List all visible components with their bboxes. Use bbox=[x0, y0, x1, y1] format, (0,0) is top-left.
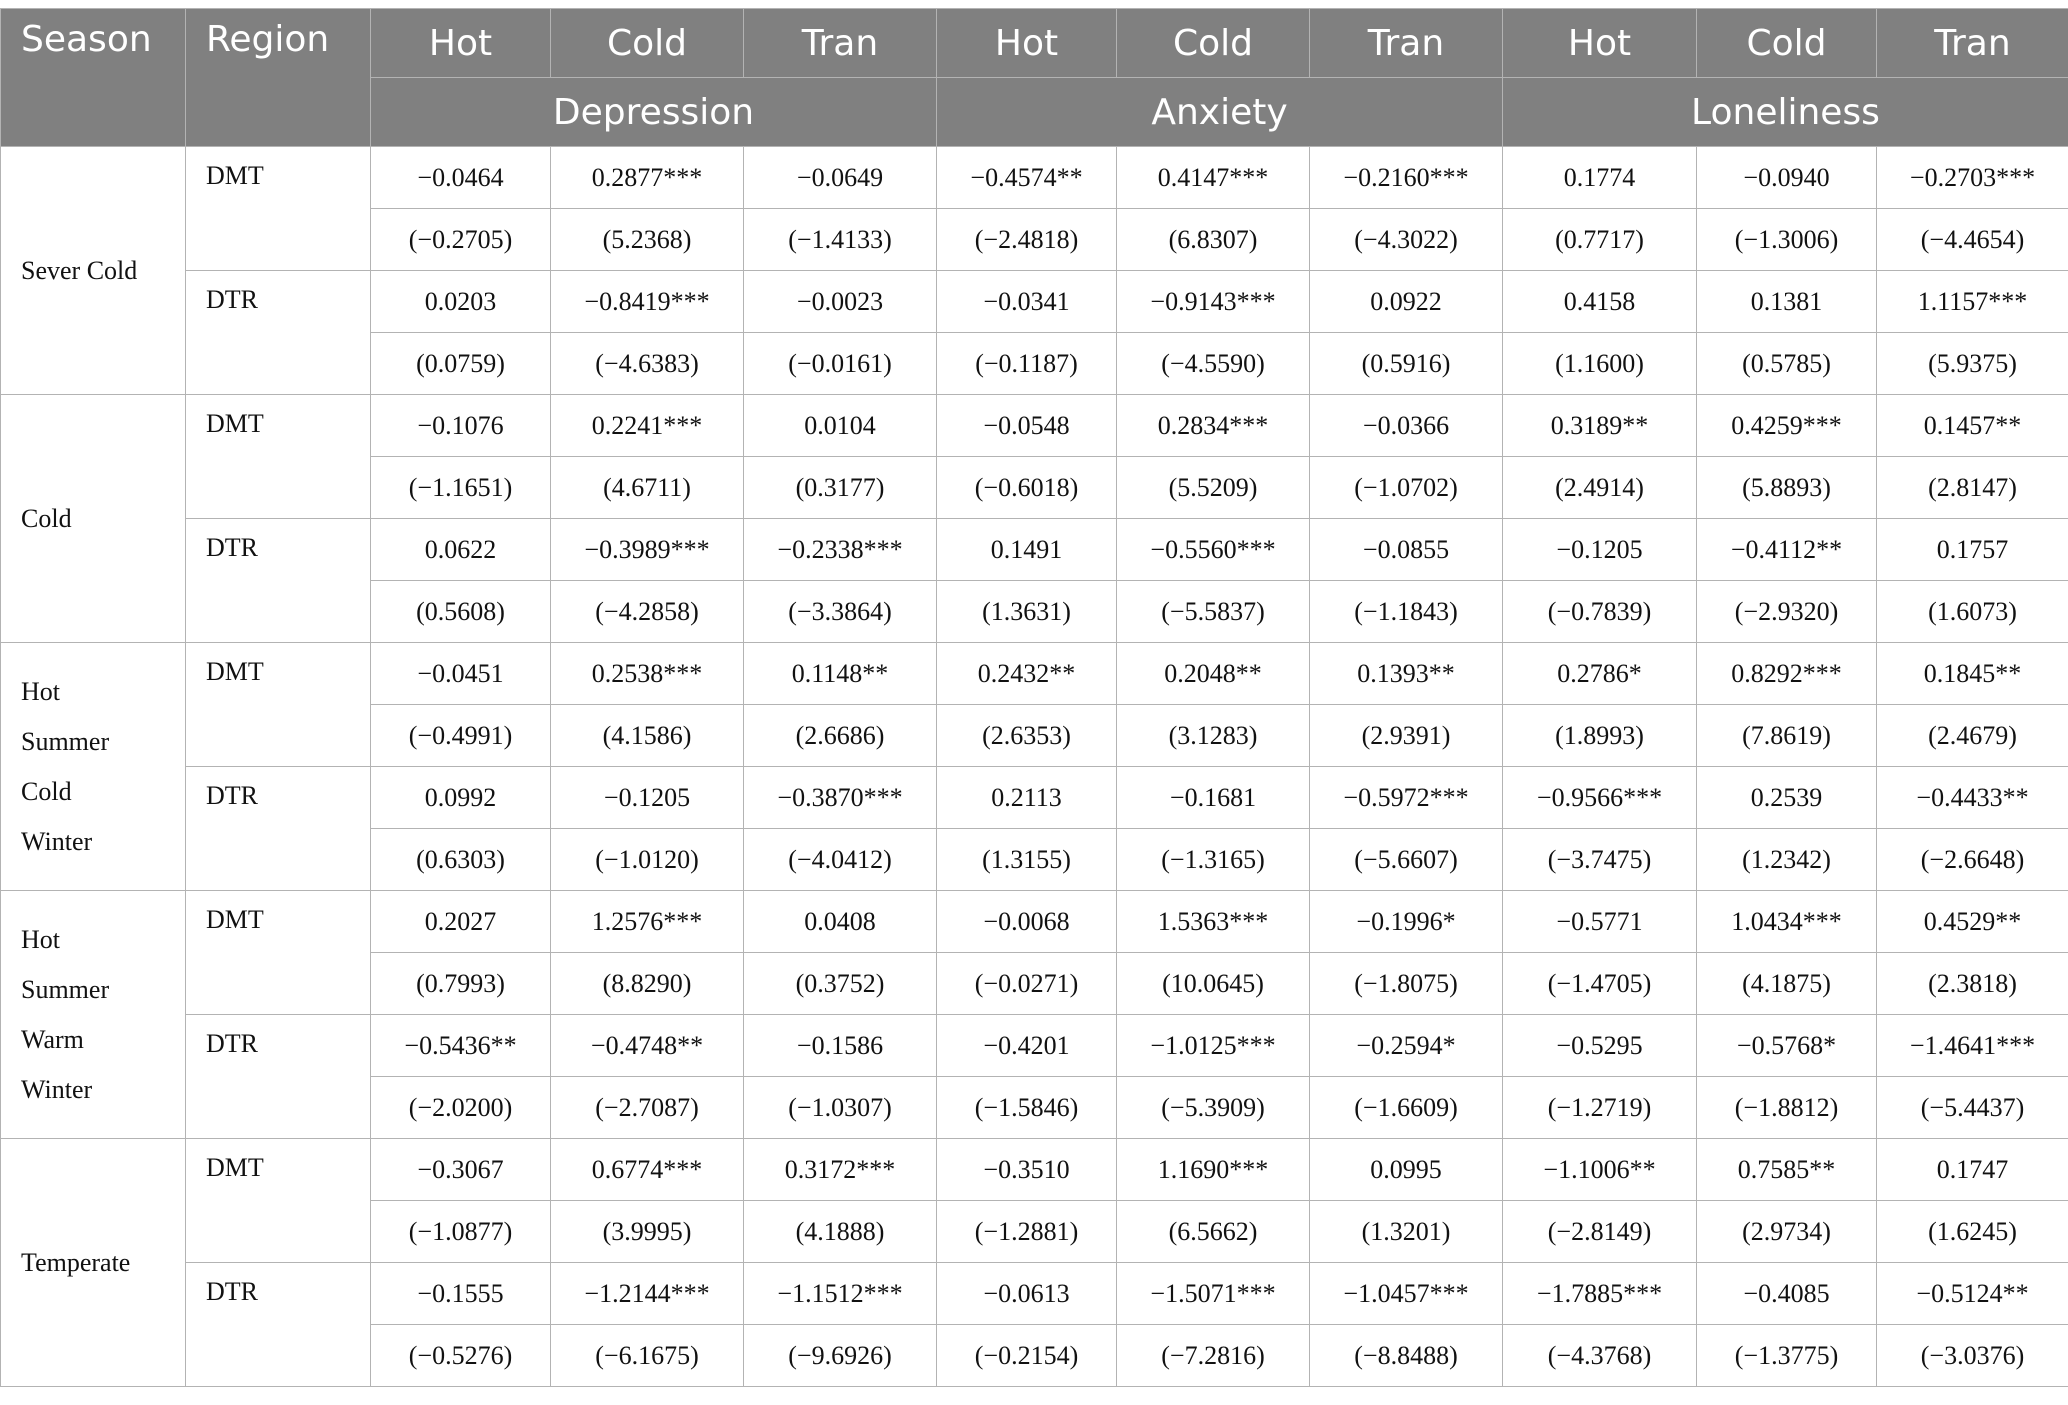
coefficient-cell: 0.1757 bbox=[1877, 519, 2068, 581]
t-statistic-cell: (−2.0200) bbox=[371, 1077, 551, 1139]
season-cell bbox=[1, 643, 186, 891]
season-label: Winter bbox=[21, 826, 93, 856]
coefficient-cell: −1.5071*** bbox=[1117, 1263, 1310, 1325]
t-statistic-cell: (4.6711) bbox=[551, 457, 744, 519]
coefficient-cell: −0.0366 bbox=[1310, 395, 1503, 457]
coefficient-cell: −0.0548 bbox=[937, 395, 1117, 457]
coefficient-cell: −0.0068 bbox=[937, 891, 1117, 953]
table-row bbox=[1, 767, 2068, 829]
table-row bbox=[1, 891, 2068, 953]
season-label: Hot bbox=[21, 924, 60, 954]
coefficient-cell: 0.2834*** bbox=[1117, 395, 1310, 457]
table-row bbox=[1, 147, 2068, 209]
t-statistic-cell: (−3.7475) bbox=[1503, 829, 1697, 891]
coefficient-cell: 0.3172*** bbox=[744, 1139, 937, 1201]
table-row bbox=[1, 1139, 2068, 1201]
t-statistic-cell: (−5.5837) bbox=[1117, 581, 1310, 643]
coefficient-cell: −0.2160*** bbox=[1310, 147, 1503, 209]
coefficient-cell: 0.1774 bbox=[1503, 147, 1697, 209]
coefficient-cell: −0.0613 bbox=[937, 1263, 1117, 1325]
coefficient-cell: −0.0940 bbox=[1697, 147, 1877, 209]
coefficient-cell: −0.4112** bbox=[1697, 519, 1877, 581]
t-statistic-cell: (−1.0120) bbox=[551, 829, 744, 891]
t-statistic-cell: (−1.4705) bbox=[1503, 953, 1697, 1015]
coefficient-cell: 0.2538*** bbox=[551, 643, 744, 705]
coefficient-cell: 0.0203 bbox=[371, 271, 551, 333]
season-label: Hot bbox=[21, 676, 60, 706]
t-statistic-cell: (−4.5590) bbox=[1117, 333, 1310, 395]
t-statistic-cell: (−5.6607) bbox=[1310, 829, 1503, 891]
coefficient-cell: 0.4259*** bbox=[1697, 395, 1877, 457]
coefficient-cell: −0.4085 bbox=[1697, 1263, 1877, 1325]
t-statistic-cell: (−2.6648) bbox=[1877, 829, 2068, 891]
coefficient-cell: −0.5124** bbox=[1877, 1263, 2068, 1325]
table-row bbox=[1, 643, 2068, 705]
season-label: Summer bbox=[21, 974, 110, 1004]
coefficient-cell: 0.4147*** bbox=[1117, 147, 1310, 209]
t-statistic-cell: (−0.0161) bbox=[744, 333, 937, 395]
temperature-header: Cold bbox=[1117, 9, 1310, 78]
coefficient-cell: 0.7585** bbox=[1697, 1139, 1877, 1201]
coefficient-cell: −0.1555 bbox=[371, 1263, 551, 1325]
coefficient-cell: 0.2241*** bbox=[551, 395, 744, 457]
t-statistic-cell: (6.8307) bbox=[1117, 209, 1310, 271]
coefficient-cell: −0.9143*** bbox=[1117, 271, 1310, 333]
t-statistic-cell: (2.4914) bbox=[1503, 457, 1697, 519]
t-statistic-cell: (0.5916) bbox=[1310, 333, 1503, 395]
t-statistic-cell: (−4.0412) bbox=[744, 829, 937, 891]
coefficient-cell: −1.2144*** bbox=[551, 1263, 744, 1325]
region-cell: DMT bbox=[186, 643, 371, 767]
region-cell: DTR bbox=[186, 519, 371, 643]
coefficient-cell: 0.0922 bbox=[1310, 271, 1503, 333]
t-statistic-cell: (−1.2719) bbox=[1503, 1077, 1697, 1139]
table-body bbox=[1, 147, 2068, 1387]
coefficient-cell: 0.6774*** bbox=[551, 1139, 744, 1201]
t-statistic-cell: (2.4679) bbox=[1877, 705, 2068, 767]
table-row bbox=[1, 519, 2068, 581]
coefficient-cell: 0.1381 bbox=[1697, 271, 1877, 333]
table-header bbox=[1, 9, 2068, 147]
coefficient-cell: −0.4748** bbox=[551, 1015, 744, 1077]
coefficient-cell: 0.2432** bbox=[937, 643, 1117, 705]
coefficient-cell: 0.3189** bbox=[1503, 395, 1697, 457]
t-statistic-cell: (0.7993) bbox=[371, 953, 551, 1015]
season-label: Cold bbox=[21, 503, 72, 533]
t-statistic-cell: (−0.1187) bbox=[937, 333, 1117, 395]
t-statistic-cell: (−9.6926) bbox=[744, 1325, 937, 1387]
temperature-header: Hot bbox=[1503, 9, 1697, 78]
t-statistic-cell: (1.1600) bbox=[1503, 333, 1697, 395]
coefficient-cell: 0.1845** bbox=[1877, 643, 2068, 705]
coefficient-cell: 0.4529** bbox=[1877, 891, 2068, 953]
t-statistic-cell: (6.5662) bbox=[1117, 1201, 1310, 1263]
coefficient-cell: 0.0622 bbox=[371, 519, 551, 581]
t-statistic-cell: (−1.2881) bbox=[937, 1201, 1117, 1263]
t-statistic-cell: (−1.4133) bbox=[744, 209, 937, 271]
coefficient-cell: 0.2539 bbox=[1697, 767, 1877, 829]
coefficient-cell: −0.2338*** bbox=[744, 519, 937, 581]
coefficient-cell: 0.4158 bbox=[1503, 271, 1697, 333]
coefficient-cell: −0.5295 bbox=[1503, 1015, 1697, 1077]
depression-group-header: Depression bbox=[371, 78, 937, 147]
t-statistic-cell: (−1.1651) bbox=[371, 457, 551, 519]
region-cell: DMT bbox=[186, 1139, 371, 1263]
region-cell: DMT bbox=[186, 891, 371, 1015]
t-statistic-cell: (0.5608) bbox=[371, 581, 551, 643]
temperature-header: Hot bbox=[937, 9, 1117, 78]
coefficient-cell: −0.5436** bbox=[371, 1015, 551, 1077]
season-cell bbox=[1, 1139, 186, 1387]
t-statistic-cell: (1.2342) bbox=[1697, 829, 1877, 891]
coefficient-cell: 1.5363*** bbox=[1117, 891, 1310, 953]
table-row bbox=[1, 395, 2068, 457]
table-row bbox=[1, 1263, 2068, 1325]
coefficient-cell: −0.0464 bbox=[371, 147, 551, 209]
t-statistic-cell: (8.8290) bbox=[551, 953, 744, 1015]
t-statistic-cell: (1.8993) bbox=[1503, 705, 1697, 767]
coefficient-cell: 0.1148** bbox=[744, 643, 937, 705]
t-statistic-cell: (2.6353) bbox=[937, 705, 1117, 767]
t-statistic-cell: (3.1283) bbox=[1117, 705, 1310, 767]
t-statistic-cell: (−1.1843) bbox=[1310, 581, 1503, 643]
coefficient-cell: −0.1205 bbox=[1503, 519, 1697, 581]
coefficient-cell: −0.2594* bbox=[1310, 1015, 1503, 1077]
t-statistic-cell: (10.0645) bbox=[1117, 953, 1310, 1015]
coefficient-cell: −0.0023 bbox=[744, 271, 937, 333]
coefficient-cell: −0.3870*** bbox=[744, 767, 937, 829]
t-statistic-cell: (0.7717) bbox=[1503, 209, 1697, 271]
t-statistic-cell: (0.0759) bbox=[371, 333, 551, 395]
t-statistic-cell: (−0.5276) bbox=[371, 1325, 551, 1387]
region-cell: DMT bbox=[186, 395, 371, 519]
season-cell bbox=[1, 147, 186, 395]
coefficient-cell: 0.2113 bbox=[937, 767, 1117, 829]
coefficient-cell: 0.2877*** bbox=[551, 147, 744, 209]
t-statistic-cell: (−4.3022) bbox=[1310, 209, 1503, 271]
anxiety-group-header: Anxiety bbox=[937, 78, 1503, 147]
coefficient-cell: −0.1996* bbox=[1310, 891, 1503, 953]
coefficient-cell: 1.0434*** bbox=[1697, 891, 1877, 953]
t-statistic-cell: (−4.6383) bbox=[551, 333, 744, 395]
temperature-header: Tran bbox=[744, 9, 937, 78]
season-label: Warm bbox=[21, 1024, 84, 1054]
coefficient-cell: 1.1157*** bbox=[1877, 271, 2068, 333]
t-statistic-cell: (−1.3775) bbox=[1697, 1325, 1877, 1387]
t-statistic-cell: (1.6245) bbox=[1877, 1201, 2068, 1263]
season-label: Winter bbox=[21, 1074, 93, 1104]
t-statistic-cell: (1.3155) bbox=[937, 829, 1117, 891]
region-cell: DTR bbox=[186, 767, 371, 891]
coefficient-cell: −0.1681 bbox=[1117, 767, 1310, 829]
region-cell: DTR bbox=[186, 271, 371, 395]
t-statistic-cell: (−3.0376) bbox=[1877, 1325, 2068, 1387]
t-statistic-cell: (5.5209) bbox=[1117, 457, 1310, 519]
t-statistic-cell: (−1.5846) bbox=[937, 1077, 1117, 1139]
t-statistic-cell: (−8.8488) bbox=[1310, 1325, 1503, 1387]
coefficient-cell: 1.1690*** bbox=[1117, 1139, 1310, 1201]
coefficient-cell: 0.0104 bbox=[744, 395, 937, 457]
t-statistic-cell: (1.3631) bbox=[937, 581, 1117, 643]
t-statistic-cell: (2.8147) bbox=[1877, 457, 2068, 519]
coefficient-cell: 0.0995 bbox=[1310, 1139, 1503, 1201]
season-label: Sever Cold bbox=[21, 255, 138, 285]
t-statistic-cell: (0.6303) bbox=[371, 829, 551, 891]
coefficient-cell: 0.2048** bbox=[1117, 643, 1310, 705]
t-statistic-cell: (2.3818) bbox=[1877, 953, 2068, 1015]
t-statistic-cell: (−3.3864) bbox=[744, 581, 937, 643]
t-statistic-cell: (−2.4818) bbox=[937, 209, 1117, 271]
coefficient-cell: −0.5560*** bbox=[1117, 519, 1310, 581]
t-statistic-cell: (−1.8075) bbox=[1310, 953, 1503, 1015]
t-statistic-cell: (5.2368) bbox=[551, 209, 744, 271]
coefficient-cell: −0.4574** bbox=[937, 147, 1117, 209]
coefficient-cell: 0.1747 bbox=[1877, 1139, 2068, 1201]
coefficient-cell: −0.4433** bbox=[1877, 767, 2068, 829]
coefficient-cell: −0.5768* bbox=[1697, 1015, 1877, 1077]
coefficient-cell: −0.4201 bbox=[937, 1015, 1117, 1077]
t-statistic-cell: (1.3201) bbox=[1310, 1201, 1503, 1263]
t-statistic-cell: (−1.0877) bbox=[371, 1201, 551, 1263]
season-label: Cold bbox=[21, 776, 72, 806]
coefficient-cell: −0.1205 bbox=[551, 767, 744, 829]
regression-table bbox=[0, 8, 2068, 1387]
t-statistic-cell: (7.8619) bbox=[1697, 705, 1877, 767]
coefficient-cell: −0.3510 bbox=[937, 1139, 1117, 1201]
t-statistic-cell: (−4.3768) bbox=[1503, 1325, 1697, 1387]
t-statistic-cell: (0.3177) bbox=[744, 457, 937, 519]
season-cell bbox=[1, 891, 186, 1139]
coefficient-cell: −0.2703*** bbox=[1877, 147, 2068, 209]
t-statistic-cell: (1.6073) bbox=[1877, 581, 2068, 643]
t-statistic-cell: (−0.0271) bbox=[937, 953, 1117, 1015]
loneliness-group-header: Loneliness bbox=[1503, 78, 2068, 147]
t-statistic-cell: (−5.3909) bbox=[1117, 1077, 1310, 1139]
t-statistic-cell: (−0.2154) bbox=[937, 1325, 1117, 1387]
t-statistic-cell: (−0.7839) bbox=[1503, 581, 1697, 643]
coefficient-cell: −0.0341 bbox=[937, 271, 1117, 333]
region-column-header: Region bbox=[186, 9, 371, 147]
coefficient-cell: −0.0451 bbox=[371, 643, 551, 705]
t-statistic-cell: (−7.2816) bbox=[1117, 1325, 1310, 1387]
t-statistic-cell: (−0.2705) bbox=[371, 209, 551, 271]
coefficient-cell: −0.9566*** bbox=[1503, 767, 1697, 829]
coefficient-cell: −1.7885*** bbox=[1503, 1263, 1697, 1325]
temperature-header: Cold bbox=[1697, 9, 1877, 78]
t-statistic-cell: (4.1888) bbox=[744, 1201, 937, 1263]
t-statistic-cell: (−1.3006) bbox=[1697, 209, 1877, 271]
coefficient-cell: −0.5771 bbox=[1503, 891, 1697, 953]
coefficient-cell: 0.1393** bbox=[1310, 643, 1503, 705]
t-statistic-cell: (−5.4437) bbox=[1877, 1077, 2068, 1139]
header-row-temperature bbox=[1, 9, 2068, 78]
table-row bbox=[1, 271, 2068, 333]
region-cell: DTR bbox=[186, 1263, 371, 1387]
t-statistic-cell: (2.6686) bbox=[744, 705, 937, 767]
region-cell: DTR bbox=[186, 1015, 371, 1139]
coefficient-cell: 0.2027 bbox=[371, 891, 551, 953]
coefficient-cell: −0.3067 bbox=[371, 1139, 551, 1201]
t-statistic-cell: (4.1586) bbox=[551, 705, 744, 767]
coefficient-cell: −0.1076 bbox=[371, 395, 551, 457]
t-statistic-cell: (−1.0702) bbox=[1310, 457, 1503, 519]
t-statistic-cell: (−0.6018) bbox=[937, 457, 1117, 519]
coefficient-cell: 1.2576*** bbox=[551, 891, 744, 953]
t-statistic-cell: (4.1875) bbox=[1697, 953, 1877, 1015]
t-statistic-cell: (2.9391) bbox=[1310, 705, 1503, 767]
t-statistic-cell: (−1.3165) bbox=[1117, 829, 1310, 891]
t-statistic-cell: (−6.1675) bbox=[551, 1325, 744, 1387]
coefficient-cell: −0.0649 bbox=[744, 147, 937, 209]
table-row bbox=[1, 1015, 2068, 1077]
t-statistic-cell: (−2.7087) bbox=[551, 1077, 744, 1139]
coefficient-cell: −1.0125*** bbox=[1117, 1015, 1310, 1077]
t-statistic-cell: (−0.4991) bbox=[371, 705, 551, 767]
coefficient-cell: −1.4641*** bbox=[1877, 1015, 2068, 1077]
season-label: Temperate bbox=[21, 1247, 131, 1277]
coefficient-cell: −0.3989*** bbox=[551, 519, 744, 581]
coefficient-cell: −0.5972*** bbox=[1310, 767, 1503, 829]
coefficient-cell: −0.8419*** bbox=[551, 271, 744, 333]
temperature-header: Hot bbox=[371, 9, 551, 78]
coefficient-cell: 0.1457** bbox=[1877, 395, 2068, 457]
t-statistic-cell: (−4.2858) bbox=[551, 581, 744, 643]
coefficient-cell: −1.0457*** bbox=[1310, 1263, 1503, 1325]
temperature-header: Tran bbox=[1877, 9, 2068, 78]
region-cell: DMT bbox=[186, 147, 371, 271]
temperature-header: Cold bbox=[551, 9, 744, 78]
season-cell bbox=[1, 395, 186, 643]
t-statistic-cell: (−1.0307) bbox=[744, 1077, 937, 1139]
t-statistic-cell: (5.8893) bbox=[1697, 457, 1877, 519]
t-statistic-cell: (−2.9320) bbox=[1697, 581, 1877, 643]
coefficient-cell: 0.2786* bbox=[1503, 643, 1697, 705]
t-statistic-cell: (−1.6609) bbox=[1310, 1077, 1503, 1139]
season-label: Summer bbox=[21, 726, 110, 756]
season-column-header: Season bbox=[1, 9, 186, 147]
coefficient-cell: −0.0855 bbox=[1310, 519, 1503, 581]
coefficient-cell: 0.0408 bbox=[744, 891, 937, 953]
t-statistic-cell: (−4.4654) bbox=[1877, 209, 2068, 271]
t-statistic-cell: (0.3752) bbox=[744, 953, 937, 1015]
coefficient-cell: −1.1512*** bbox=[744, 1263, 937, 1325]
t-statistic-cell: (3.9995) bbox=[551, 1201, 744, 1263]
coefficient-cell: 0.8292*** bbox=[1697, 643, 1877, 705]
coefficient-cell: 0.0992 bbox=[371, 767, 551, 829]
coefficient-cell: −0.1586 bbox=[744, 1015, 937, 1077]
t-statistic-cell: (−2.8149) bbox=[1503, 1201, 1697, 1263]
coefficient-cell: −1.1006** bbox=[1503, 1139, 1697, 1201]
coefficient-cell: 0.1491 bbox=[937, 519, 1117, 581]
t-statistic-cell: (5.9375) bbox=[1877, 333, 2068, 395]
t-statistic-cell: (0.5785) bbox=[1697, 333, 1877, 395]
temperature-header: Tran bbox=[1310, 9, 1503, 78]
t-statistic-cell: (2.9734) bbox=[1697, 1201, 1877, 1263]
t-statistic-cell: (−1.8812) bbox=[1697, 1077, 1877, 1139]
